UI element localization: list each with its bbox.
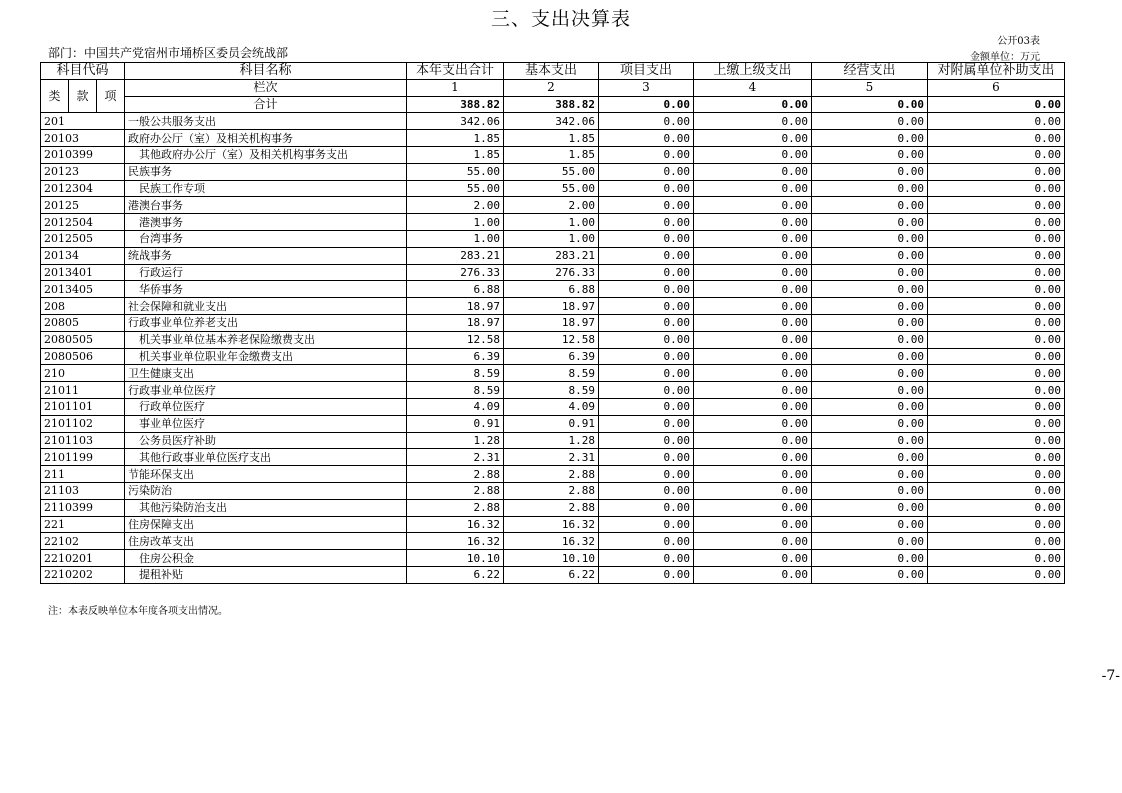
amount-cell: 0.00 — [928, 449, 1065, 466]
department-label: 部门：中国共产党宿州市埇桥区委员会统战部 — [48, 46, 289, 60]
subject-code: 20103 — [41, 130, 125, 147]
amount-cell: 6.88 — [504, 281, 599, 298]
subject-code: 2080505 — [41, 331, 125, 348]
amount-cell: 1.28 — [504, 432, 599, 449]
table-row — [41, 533, 1065, 550]
subject-code: 211 — [41, 466, 125, 483]
amount-cell: 0.00 — [812, 331, 928, 348]
header-col-project: 项目支出 — [599, 63, 694, 80]
amount-cell: 0.00 — [694, 499, 812, 516]
subject-name: 港澳事务 — [125, 214, 407, 231]
amount-cell: 276.33 — [504, 264, 599, 281]
amount-cell: 0.00 — [599, 533, 694, 550]
subject-code: 20805 — [41, 314, 125, 331]
subject-name: 其他政府办公厅（室）及相关机构事务支出 — [125, 146, 407, 163]
header-code: 科目代码 — [41, 63, 125, 80]
amount-cell: 1.85 — [407, 146, 504, 163]
subject-name: 事业单位医疗 — [125, 415, 407, 432]
subject-name: 民族事务 — [125, 163, 407, 180]
amount-cell: 0.00 — [694, 180, 812, 197]
amount-cell: 1.00 — [504, 230, 599, 247]
amount-cell: 1.85 — [407, 130, 504, 147]
amount-cell: 0.00 — [928, 163, 1065, 180]
amount-cell: 0.00 — [812, 482, 928, 499]
amount-cell: 0.00 — [599, 130, 694, 147]
amount-cell: 16.32 — [407, 533, 504, 550]
column-number-row — [41, 79, 1065, 96]
subject-name: 行政事业单位养老支出 — [125, 314, 407, 331]
amount-cell: 0.00 — [812, 499, 928, 516]
total-value: 0.00 — [928, 96, 1065, 113]
amount-cell: 0.00 — [928, 482, 1065, 499]
table-row — [41, 130, 1065, 147]
amount-cell: 0.00 — [928, 230, 1065, 247]
subject-name: 机关事业单位职业年金缴费支出 — [125, 348, 407, 365]
table-row — [41, 331, 1065, 348]
table-row — [41, 432, 1065, 449]
subject-name: 港澳台事务 — [125, 197, 407, 214]
amount-cell: 0.00 — [928, 130, 1065, 147]
table-row — [41, 113, 1065, 130]
subject-code: 2013401 — [41, 264, 125, 281]
header-lei: 类 — [41, 79, 69, 113]
page-number: -7- — [1101, 668, 1120, 684]
total-value: 388.82 — [407, 96, 504, 113]
page-title: 三、支出决算表 — [490, 8, 631, 30]
amount-cell: 12.58 — [504, 331, 599, 348]
table-row — [41, 566, 1065, 583]
subject-code: 210 — [41, 365, 125, 382]
amount-cell: 4.09 — [504, 398, 599, 415]
amount-cell: 0.00 — [694, 197, 812, 214]
amount-cell: 0.00 — [599, 180, 694, 197]
amount-cell: 0.00 — [599, 516, 694, 533]
amount-cell: 0.00 — [928, 247, 1065, 264]
amount-cell: 0.00 — [812, 516, 928, 533]
amount-cell: 0.00 — [812, 230, 928, 247]
subject-code: 2210202 — [41, 566, 125, 583]
amount-cell: 0.00 — [599, 247, 694, 264]
table-row — [41, 214, 1065, 231]
subject-name: 其他污染防治支出 — [125, 499, 407, 516]
amount-cell: 0.00 — [694, 230, 812, 247]
amount-cell: 0.00 — [928, 499, 1065, 516]
amount-cell: 0.00 — [694, 466, 812, 483]
amount-cell: 0.00 — [812, 247, 928, 264]
total-value: 388.82 — [504, 96, 599, 113]
table-row — [41, 298, 1065, 315]
amount-cell: 0.00 — [694, 130, 812, 147]
subject-code: 208 — [41, 298, 125, 315]
amount-cell: 0.00 — [599, 281, 694, 298]
total-label: 合计 — [125, 96, 407, 113]
amount-cell: 16.32 — [504, 533, 599, 550]
header-lanci: 栏次 — [125, 79, 407, 96]
amount-cell: 0.00 — [928, 398, 1065, 415]
amount-cell: 0.00 — [694, 214, 812, 231]
amount-cell: 55.00 — [504, 180, 599, 197]
amount-cell: 0.00 — [812, 281, 928, 298]
amount-cell: 0.00 — [928, 331, 1065, 348]
total-value: 0.00 — [812, 96, 928, 113]
amount-cell: 55.00 — [407, 163, 504, 180]
amount-cell: 2.00 — [407, 197, 504, 214]
header-col-basic: 基本支出 — [504, 63, 599, 80]
table-row — [41, 197, 1065, 214]
amount-cell: 2.00 — [504, 197, 599, 214]
amount-cell: 0.00 — [599, 398, 694, 415]
amount-cell: 0.00 — [812, 214, 928, 231]
amount-cell: 2.88 — [504, 482, 599, 499]
amount-cell: 2.88 — [407, 482, 504, 499]
amount-cell: 0.00 — [928, 516, 1065, 533]
subject-code: 2101199 — [41, 449, 125, 466]
header-col-operating: 经营支出 — [812, 63, 928, 80]
amount-cell: 0.00 — [812, 566, 928, 583]
amount-cell: 0.00 — [812, 163, 928, 180]
amount-cell: 0.00 — [812, 415, 928, 432]
subject-name: 公务员医疗补助 — [125, 432, 407, 449]
amount-cell: 0.00 — [694, 449, 812, 466]
expenditure-table — [40, 62, 1065, 584]
amount-cell: 0.00 — [599, 499, 694, 516]
amount-cell: 283.21 — [407, 247, 504, 264]
amount-cell: 0.00 — [599, 550, 694, 567]
amount-cell: 0.00 — [694, 566, 812, 583]
amount-cell: 0.00 — [694, 415, 812, 432]
amount-cell: 0.00 — [599, 264, 694, 281]
table-row — [41, 499, 1065, 516]
amount-cell: 0.00 — [812, 146, 928, 163]
lanci-num: 5 — [812, 79, 928, 96]
subject-name: 住房改革支出 — [125, 533, 407, 550]
amount-cell: 55.00 — [504, 163, 599, 180]
header-col-remit: 上缴上级支出 — [694, 63, 812, 80]
amount-cell: 0.00 — [928, 298, 1065, 315]
amount-cell: 0.00 — [928, 533, 1065, 550]
amount-cell: 342.06 — [407, 113, 504, 130]
subject-code: 22102 — [41, 533, 125, 550]
amount-cell: 6.39 — [407, 348, 504, 365]
amount-cell: 0.00 — [928, 281, 1065, 298]
amount-cell: 0.00 — [928, 113, 1065, 130]
subject-code: 20134 — [41, 247, 125, 264]
amount-cell: 2.88 — [504, 499, 599, 516]
subject-code: 2101102 — [41, 415, 125, 432]
amount-cell: 0.00 — [812, 365, 928, 382]
amount-cell: 0.00 — [928, 466, 1065, 483]
table-row — [41, 180, 1065, 197]
subject-code: 20125 — [41, 197, 125, 214]
amount-cell: 0.00 — [928, 264, 1065, 281]
subject-name: 台湾事务 — [125, 230, 407, 247]
amount-cell: 0.00 — [599, 365, 694, 382]
amount-cell: 0.00 — [694, 533, 812, 550]
lanci-num: 1 — [407, 79, 504, 96]
subject-name: 政府办公厅（室）及相关机构事务 — [125, 130, 407, 147]
amount-cell: 0.00 — [928, 348, 1065, 365]
lanci-num: 2 — [504, 79, 599, 96]
subject-name: 行政单位医疗 — [125, 398, 407, 415]
amount-cell: 18.97 — [504, 298, 599, 315]
amount-cell: 18.97 — [407, 298, 504, 315]
subject-name: 住房保障支出 — [125, 516, 407, 533]
amount-cell: 2.88 — [407, 499, 504, 516]
amount-cell: 0.00 — [694, 516, 812, 533]
amount-cell: 0.00 — [599, 482, 694, 499]
amount-cell: 0.00 — [599, 314, 694, 331]
amount-cell: 0.00 — [599, 449, 694, 466]
amount-cell: 0.00 — [599, 298, 694, 315]
table-row — [41, 264, 1065, 281]
amount-cell: 0.00 — [928, 382, 1065, 399]
subject-name: 机关事业单位基本养老保险缴费支出 — [125, 331, 407, 348]
amount-cell: 12.58 — [407, 331, 504, 348]
subject-code: 2010399 — [41, 146, 125, 163]
amount-cell: 0.00 — [694, 113, 812, 130]
table-row — [41, 550, 1065, 567]
amount-cell: 0.00 — [694, 314, 812, 331]
header-col-subsidy: 对附属单位补助支出 — [928, 63, 1065, 80]
amount-cell: 0.00 — [599, 197, 694, 214]
amount-cell: 0.00 — [812, 113, 928, 130]
subject-code: 221 — [41, 516, 125, 533]
subject-code: 21103 — [41, 482, 125, 499]
subject-code: 201 — [41, 113, 125, 130]
amount-cell: 0.00 — [812, 298, 928, 315]
subject-code: 2012505 — [41, 230, 125, 247]
amount-cell: 0.00 — [599, 230, 694, 247]
amount-cell: 1.00 — [504, 214, 599, 231]
subject-code: 2080506 — [41, 348, 125, 365]
amount-cell: 0.00 — [694, 365, 812, 382]
subject-name: 社会保障和就业支出 — [125, 298, 407, 315]
amount-cell: 0.00 — [599, 113, 694, 130]
table-row — [41, 230, 1065, 247]
subject-name: 民族工作专项 — [125, 180, 407, 197]
total-value: 0.00 — [599, 96, 694, 113]
amount-cell: 1.00 — [407, 214, 504, 231]
subject-code: 2013405 — [41, 281, 125, 298]
subject-name: 华侨事务 — [125, 281, 407, 298]
amount-cell: 0.00 — [928, 197, 1065, 214]
amount-cell: 0.00 — [812, 449, 928, 466]
amount-cell: 8.59 — [504, 365, 599, 382]
subject-code: 2101101 — [41, 398, 125, 415]
amount-unit-label: 金额单位：万元 — [970, 52, 1040, 63]
amount-cell: 0.00 — [694, 163, 812, 180]
amount-cell: 0.00 — [812, 348, 928, 365]
amount-cell: 8.59 — [504, 382, 599, 399]
amount-cell: 0.00 — [812, 264, 928, 281]
header-kuan: 款 — [69, 79, 97, 113]
amount-cell: 0.00 — [812, 550, 928, 567]
table-row — [41, 247, 1065, 264]
table-row — [41, 281, 1065, 298]
amount-cell: 18.97 — [407, 314, 504, 331]
amount-cell: 0.00 — [928, 214, 1065, 231]
subject-name: 一般公共服务支出 — [125, 113, 407, 130]
amount-cell: 0.00 — [599, 466, 694, 483]
amount-cell: 55.00 — [407, 180, 504, 197]
amount-cell: 0.00 — [599, 566, 694, 583]
amount-cell: 0.00 — [812, 466, 928, 483]
amount-cell: 4.09 — [407, 398, 504, 415]
table-row — [41, 163, 1065, 180]
subject-code: 2110399 — [41, 499, 125, 516]
amount-cell: 0.00 — [928, 432, 1065, 449]
amount-cell: 1.28 — [407, 432, 504, 449]
amount-cell: 6.39 — [504, 348, 599, 365]
subject-name: 提租补贴 — [125, 566, 407, 583]
table-row — [41, 314, 1065, 331]
header-name: 科目名称 — [125, 63, 407, 80]
table-row — [41, 482, 1065, 499]
amount-cell: 0.00 — [928, 566, 1065, 583]
subject-name: 节能环保支出 — [125, 466, 407, 483]
amount-cell: 1.85 — [504, 130, 599, 147]
amount-cell: 6.22 — [504, 566, 599, 583]
amount-cell: 1.00 — [407, 230, 504, 247]
amount-cell: 0.00 — [812, 314, 928, 331]
amount-cell: 18.97 — [504, 314, 599, 331]
subject-name: 行政事业单位医疗 — [125, 382, 407, 399]
subject-code: 21011 — [41, 382, 125, 399]
amount-cell: 2.88 — [407, 466, 504, 483]
table-row — [41, 466, 1065, 483]
amount-cell: 283.21 — [504, 247, 599, 264]
amount-cell: 342.06 — [504, 113, 599, 130]
amount-cell: 0.00 — [812, 432, 928, 449]
amount-cell: 0.00 — [694, 298, 812, 315]
subject-name: 统战事务 — [125, 247, 407, 264]
amount-cell: 0.00 — [694, 348, 812, 365]
lanci-num: 3 — [599, 79, 694, 96]
amount-cell: 10.10 — [407, 550, 504, 567]
subject-code: 2101103 — [41, 432, 125, 449]
subject-name: 污染防治 — [125, 482, 407, 499]
amount-cell: 0.00 — [928, 146, 1065, 163]
table-row — [41, 516, 1065, 533]
subject-name: 行政运行 — [125, 264, 407, 281]
table-row — [41, 348, 1065, 365]
amount-cell: 16.32 — [504, 516, 599, 533]
amount-cell: 0.00 — [599, 432, 694, 449]
header-row — [41, 63, 1065, 80]
amount-cell: 0.00 — [694, 382, 812, 399]
header-col-total: 本年支出合计 — [407, 63, 504, 80]
amount-cell: 2.88 — [504, 466, 599, 483]
subject-name: 卫生健康支出 — [125, 365, 407, 382]
lanci-num: 6 — [928, 79, 1065, 96]
amount-cell: 0.00 — [812, 533, 928, 550]
amount-cell: 0.00 — [694, 432, 812, 449]
subject-code: 2012304 — [41, 180, 125, 197]
amount-cell: 0.00 — [812, 197, 928, 214]
amount-cell: 0.00 — [694, 482, 812, 499]
amount-cell: 0.00 — [812, 130, 928, 147]
amount-cell: 8.59 — [407, 382, 504, 399]
amount-cell: 0.00 — [694, 146, 812, 163]
amount-cell: 0.00 — [928, 365, 1065, 382]
amount-cell: 0.00 — [928, 415, 1065, 432]
table-row — [41, 382, 1065, 399]
amount-cell: 0.00 — [928, 550, 1065, 567]
header-xiang: 项 — [97, 79, 125, 113]
subject-code: 2012504 — [41, 214, 125, 231]
amount-cell: 1.85 — [504, 146, 599, 163]
subject-name: 住房公积金 — [125, 550, 407, 567]
amount-cell: 0.00 — [694, 281, 812, 298]
amount-cell: 8.59 — [407, 365, 504, 382]
amount-cell: 0.91 — [407, 415, 504, 432]
amount-cell: 0.91 — [504, 415, 599, 432]
amount-cell: 0.00 — [599, 382, 694, 399]
amount-cell: 0.00 — [812, 382, 928, 399]
amount-cell: 0.00 — [599, 146, 694, 163]
amount-cell: 16.32 — [407, 516, 504, 533]
amount-cell: 6.22 — [407, 566, 504, 583]
amount-cell: 0.00 — [812, 180, 928, 197]
amount-cell: 0.00 — [599, 214, 694, 231]
table-row — [41, 449, 1065, 466]
amount-cell: 0.00 — [599, 348, 694, 365]
amount-cell: 0.00 — [812, 398, 928, 415]
amount-cell: 0.00 — [694, 247, 812, 264]
amount-cell: 0.00 — [599, 331, 694, 348]
amount-cell: 0.00 — [694, 398, 812, 415]
lanci-num: 4 — [694, 79, 812, 96]
footnote: 注：本表反映单位本年度各项支出情况。 — [48, 606, 228, 617]
amount-cell: 2.31 — [504, 449, 599, 466]
table-row — [41, 415, 1065, 432]
amount-cell: 0.00 — [694, 331, 812, 348]
amount-cell: 0.00 — [694, 550, 812, 567]
total-row — [41, 96, 1065, 113]
amount-cell: 0.00 — [928, 314, 1065, 331]
table-row — [41, 398, 1065, 415]
amount-cell: 0.00 — [599, 163, 694, 180]
amount-cell: 0.00 — [599, 415, 694, 432]
table-row — [41, 365, 1065, 382]
amount-cell: 6.88 — [407, 281, 504, 298]
subject-code: 20123 — [41, 163, 125, 180]
amount-cell: 0.00 — [928, 180, 1065, 197]
subject-name: 其他行政事业单位医疗支出 — [125, 449, 407, 466]
amount-cell: 0.00 — [694, 264, 812, 281]
table-row — [41, 146, 1065, 163]
amount-cell: 2.31 — [407, 449, 504, 466]
form-number: 公开03表 — [997, 36, 1040, 47]
subject-code: 2210201 — [41, 550, 125, 567]
total-value: 0.00 — [694, 96, 812, 113]
amount-cell: 10.10 — [504, 550, 599, 567]
amount-cell: 276.33 — [407, 264, 504, 281]
